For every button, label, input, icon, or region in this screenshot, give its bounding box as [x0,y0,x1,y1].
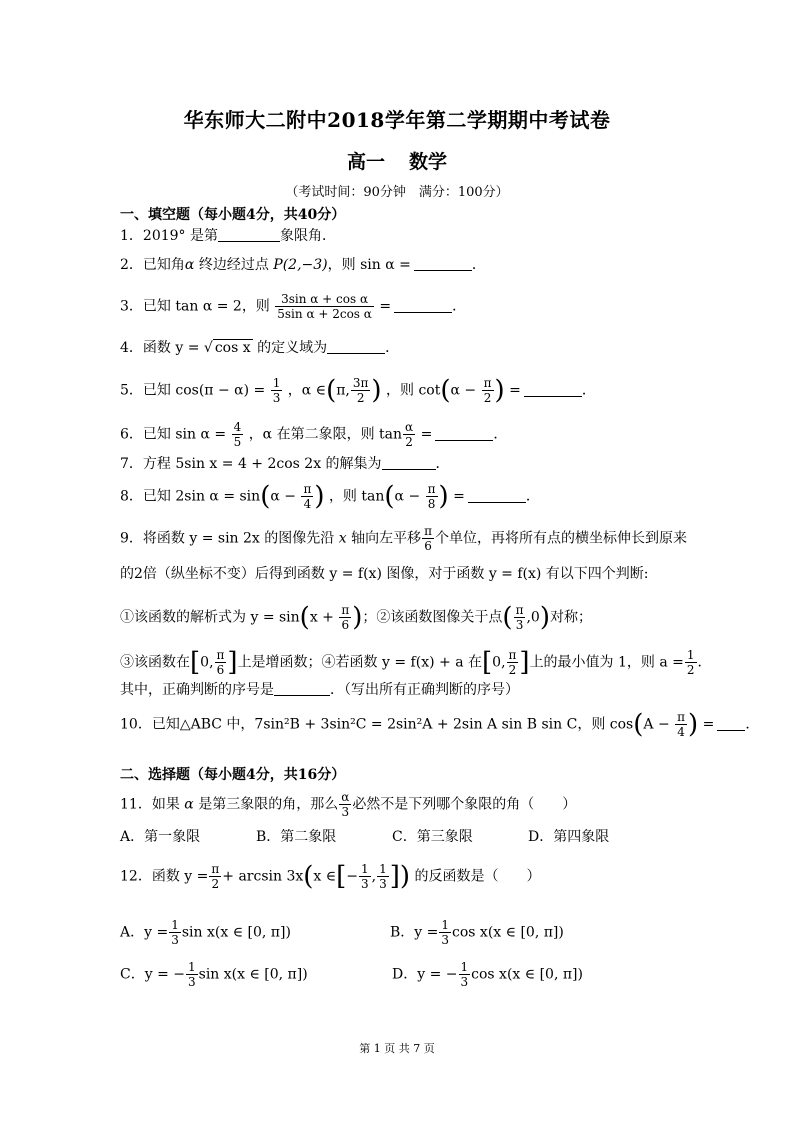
question-12: 12．函数 y = $\frac{\pi}{2}$ + arcsin 3x(x ∈[− $\frac{1}{3}$ , $\frac{1}{3}$ ]) 的反函数是（ ） [120,861,541,892]
question-4: 4．函数 y = √ cos x 的定义域为 ． [120,340,400,356]
q12-option-a: A．y = $\frac{1}{3}$ sin x(x ∈ [0, π]) [120,918,291,947]
question-2: 2．已知角α 终边经过点 P(2,−3)，则 sin α = ． [120,257,486,273]
question-11: 11．如果 α 是第三象限的角，那么 $\frac{\alpha}{3}$ 必然不是下列哪个象限的角（ ） [120,790,577,819]
exam-subtitle [0,147,794,174]
question-7: 7．方程 5sin x = 4 + 2cos 2x 的解集为 ． [120,456,450,472]
exam-info: （考试时间：90分钟 满分：100分） [285,185,509,200]
question-1: 1．2019° 是第 象限角． [120,228,337,244]
question-9-line2: 的2倍（纵坐标不变）后得到函数 y = f(x) 图像，对于函数 y = f(x) 有以下四个判断: [120,566,649,582]
question-5: 5．已知 cos(π − α) = $\frac{1}{3}$ ，α ∈(π, $\frac{3\pi}{2}$ ) ，则 cot(α − $\frac{\pi}{2}$ ) = ． [120,375,596,406]
q12-option-d: D．y = − $\frac{1}{3}$ cos x(x ∈ [0, π]) [392,960,583,989]
question-8: 8．已知 2sin α = sin(α − $\frac{\pi}{4}$ ) ，则 tan(α − $\frac{\pi}{8}$ ) = ． [120,481,540,512]
exam-title: 华东师大二附中2018学年第二学期期中考试卷 [183,108,611,132]
subject-label: 数学 [409,151,448,173]
q11-option-c: C．第三象限 [392,829,473,845]
question-9-line5: 其中，正确判断的序号是 ．（写出所有正确判断的序号） [120,682,519,698]
page-footer: 第 1 页 共 7 页 [359,1042,435,1055]
q11-option-d: D．第四象限 [528,829,610,845]
section1-heading: 一、填空题（每小题4分，共40分） [120,207,346,223]
section2-heading: 二、选择题（每小题4分，共16分） [120,767,346,783]
question-9-line4: ③该函数在[0, $\frac{\pi}{6}$ ]上是增函数；④若函数 y = f(x) + a 在[0, $\frac{\pi}{2}$ ]上的最小值为 1，则 a = $\frac{1}{2}$ ． [120,647,712,678]
q12-option-c: C．y = − $\frac{1}{3}$ sin x(x ∈ [0, π]) [120,960,308,989]
q12-option-b: B．y = $\frac{1}{3}$ cos x(x ∈ [0, π]) [390,918,564,947]
question-9-line3: ①该函数的解析式为 y = sin(x + $\frac{\pi}{6}$ )；②该函数图像关于点( $\frac{\pi}{3}$ ,0)对称； [120,602,592,633]
question-9-line1: 9．将函数 y = sin 2x 的图像先沿 x 轴向左平移 $\frac{\pi}{6}$ 个单位，再将所有点的横坐标伸长到原来 [120,524,687,553]
q11-option-b: B．第二象限 [256,829,337,845]
question-10: 10．已知△ABC 中，7sin²B + 3sin²C = 2sin²A + 2sin A sin B sin C，则 cos(A − $\frac{\pi}{4}$ ) = ． [120,709,760,740]
grade-label: 高一 [346,151,385,173]
q11-option-a: A．第一象限 [120,829,201,845]
question-6: 6．已知 sin α = $\frac{4}{5}$ ，α 在第二象限，则 tan $\frac{\alpha}{2}$ = ． [120,420,508,449]
question-3: 3．已知 tan α = 2，则 $\frac{\text{3sin α + cos α}}{\text{5sin α + 2cos α}}$ = ． [120,292,467,321]
